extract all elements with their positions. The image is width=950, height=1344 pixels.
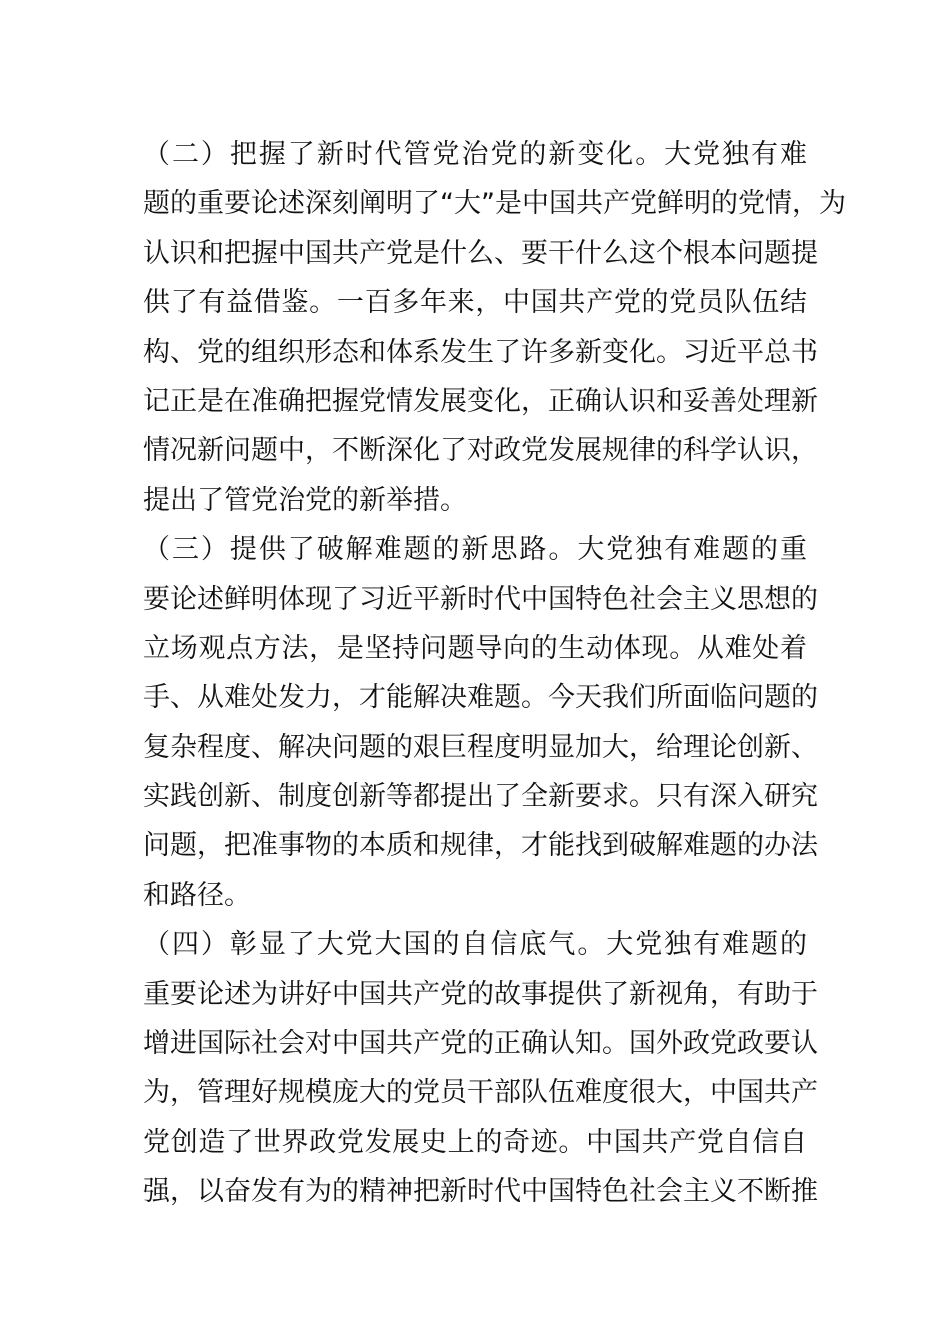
text-line: 题的重要论述深刻阐明了“大”是中国共产党鲜明的党情，为 <box>143 188 846 220</box>
text-line: 情况新问题中，不断深化了对政党发展规律的科学认识， <box>143 435 818 467</box>
text-line: 记正是在准确把握党情发展变化，正确认识和妥善处理新 <box>143 385 818 417</box>
text-line: 党创造了世界政党发展史上的奇迹。中国共产党自信自 <box>143 1126 807 1158</box>
text-line: 强，以奋发有为的精神把新时代中国特色社会主义不断推 <box>143 1176 818 1208</box>
paragraph-4 <box>143 920 818 1216</box>
text-line-last: 和路径。 <box>143 879 251 911</box>
text-line: 构、党的组织形态和体系发生了许多新变化。习近平总书 <box>143 336 818 368</box>
text-line: 重要论述为讲好中国共产党的故事提供了新视角，有助于 <box>143 978 818 1010</box>
paragraph-3 <box>143 525 818 920</box>
text-line: 认识和把握中国共产党是什么、要干什么这个根本问题提 <box>143 237 818 269</box>
text-line: 供了有益借鉴。一百多年来，中国共产党的党员队伍结 <box>143 287 807 319</box>
text-line: 增进国际社会对中国共产党的正确认知。国外政党政要认 <box>143 1028 818 1060</box>
text-line: （四）彰显了大党大国的自信底气。大党独有难题的 <box>143 929 807 961</box>
text-line: （二）把握了新时代管党治党的新变化。大党独有难 <box>143 139 807 170</box>
text-line: 为，管理好规模庞大的党员干部队伍难度很大，中国共产 <box>143 1077 818 1109</box>
text-line: （三）提供了破解难题的新思路。大党独有难题的重 <box>143 534 807 566</box>
document-body <box>143 130 846 1217</box>
text-line-last: 提出了管党治党的新举措。 <box>143 484 467 516</box>
text-line: 手、从难处发力，才能解决难题。今天我们所面临问题的 <box>143 682 818 714</box>
paragraph-2 <box>143 130 846 525</box>
text-line: 要论述鲜明体现了习近平新时代中国特色社会主义思想的 <box>143 583 818 615</box>
text-line: 实践创新、制度创新等都提出了全新要求。只有深入研究 <box>143 781 818 813</box>
text-line: 复杂程度、解决问题的艰巨程度明显加大，给理论创新、 <box>143 731 818 763</box>
text-line: 问题，把准事物的本质和规律，才能找到破解难题的办法 <box>143 830 818 862</box>
text-line: 立场观点方法，是坚持问题导向的生动体现。从难处着 <box>143 632 807 664</box>
